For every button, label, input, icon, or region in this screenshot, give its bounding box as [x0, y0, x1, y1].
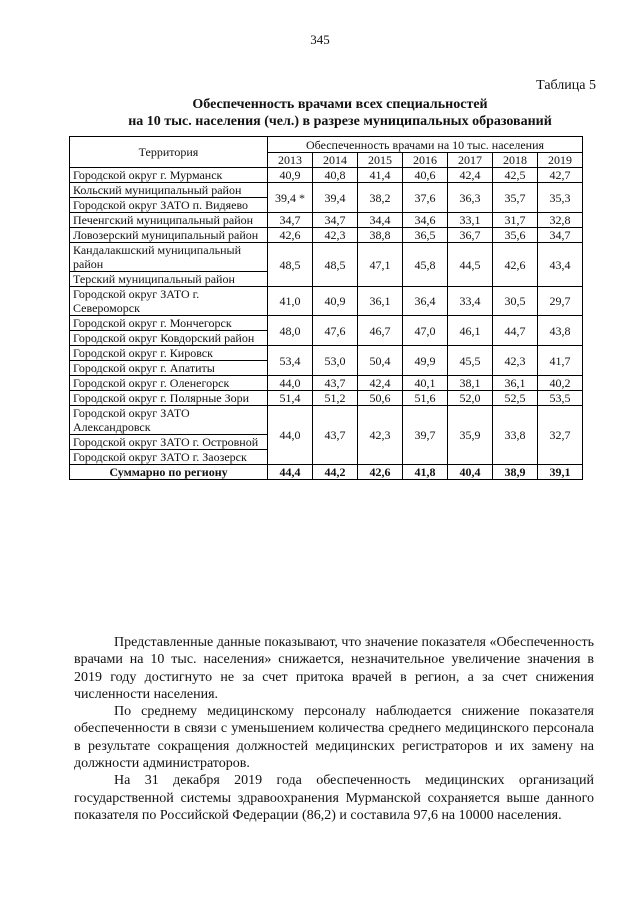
territory-cell: Городской округ ЗАТО г. Заозерск — [70, 450, 268, 465]
value-cell: 42,3 — [313, 228, 358, 243]
table-row — [70, 376, 583, 391]
value-cell: 46,7 — [358, 316, 403, 346]
value-cell: 33,8 — [493, 406, 538, 465]
value-cell: 34,7 — [538, 228, 583, 243]
value-cell: 38,1 — [448, 376, 493, 391]
value-cell: 51,6 — [403, 391, 448, 406]
value-cell: 47,6 — [313, 316, 358, 346]
value-cell: 47,0 — [403, 316, 448, 346]
value-cell: 41,0 — [268, 287, 313, 316]
value-cell: 35,9 — [448, 406, 493, 465]
value-cell: 39,7 — [403, 406, 448, 465]
value-cell: 49,9 — [403, 346, 448, 376]
table-row — [70, 168, 583, 183]
value-cell: 53,0 — [313, 346, 358, 376]
value-cell: 36,3 — [448, 183, 493, 213]
value-cell: 36,1 — [358, 287, 403, 316]
value-cell: 53,4 — [268, 346, 313, 376]
table-row — [70, 346, 583, 361]
year-header: 2018 — [493, 153, 538, 168]
value-cell: 29,7 — [538, 287, 583, 316]
territory-cell: Ловозерский муниципальный район — [70, 228, 268, 243]
value-cell: 44,0 — [268, 406, 313, 465]
value-cell: 44,7 — [493, 316, 538, 346]
territory-cell: Городской округ ЗАТО п. Видяево — [70, 198, 268, 213]
total-value-cell: 40,4 — [448, 465, 493, 480]
table-row — [70, 183, 583, 198]
value-cell: 39,4 — [313, 183, 358, 213]
value-cell: 44,0 — [268, 376, 313, 391]
value-cell: 42,4 — [448, 168, 493, 183]
territory-cell: Кандалакшский муниципальный район — [70, 243, 268, 272]
table-row — [70, 287, 583, 316]
value-cell: 38,2 — [358, 183, 403, 213]
year-header: 2017 — [448, 153, 493, 168]
value-cell: 43,7 — [313, 376, 358, 391]
total-value-cell: 44,4 — [268, 465, 313, 480]
table-title-line-2: на 10 тыс. населения (чел.) в разрезе муниципальных образований — [128, 114, 552, 129]
paragraph: На 31 декабря 2019 года обеспеченность медицинских организаций государственной системы здравоохранения Мурманской сохраняется выше данного показателя по Российской Федерации (86,2) и составила 97,6 на 10000 населения. — [74, 773, 594, 823]
group-header: Обеспеченность врачами на 10 тыс. населения — [268, 137, 583, 153]
territory-cell: Печенгский муниципальный район — [70, 213, 268, 228]
value-cell: 51,2 — [313, 391, 358, 406]
table-title — [60, 96, 620, 130]
table-row — [70, 406, 583, 435]
physician-coverage-table — [69, 136, 583, 480]
paragraph: Представленные данные показывают, что значение показателя «Обеспеченность врачами на 10 тыс. населения» снижается, незначительное увеличение значения в 2019 году достигнуто не за счет притока врачей в регион, а за счет снижения численности населения. — [74, 635, 594, 702]
territory-cell: Городской округ г. Полярные Зори — [70, 391, 268, 406]
value-cell: 37,6 — [403, 183, 448, 213]
value-cell: 36,5 — [403, 228, 448, 243]
total-value-cell: 39,1 — [538, 465, 583, 480]
value-cell: 42,6 — [493, 243, 538, 287]
territory-cell: Терский муниципальный район — [70, 272, 268, 287]
value-cell: 45,5 — [448, 346, 493, 376]
value-cell: 53,5 — [538, 391, 583, 406]
value-cell: 35,7 — [493, 183, 538, 213]
value-cell: 36,1 — [493, 376, 538, 391]
value-cell: 35,3 — [538, 183, 583, 213]
value-cell: 42,3 — [358, 406, 403, 465]
value-cell: 43,4 — [538, 243, 583, 287]
territory-cell: Городской округ г. Оленегорск — [70, 376, 268, 391]
value-cell: 32,7 — [538, 406, 583, 465]
value-cell: 33,1 — [448, 213, 493, 228]
value-cell: 36,4 — [403, 287, 448, 316]
territory-cell: Городской округ ЗАТО г. Североморск — [70, 287, 268, 316]
value-cell: 34,4 — [358, 213, 403, 228]
value-cell: 34,6 — [403, 213, 448, 228]
value-cell: 47,1 — [358, 243, 403, 287]
value-cell: 39,4 * — [268, 183, 313, 213]
paragraph: По среднему медицинскому персоналу наблюдается снижение показателя обеспеченности в связи с уменьшением количества среднего медицинского персонала в результате сокращения должностей медицинских регистраторов и их замену на должности администраторов. — [74, 704, 594, 772]
value-cell: 43,7 — [313, 406, 358, 465]
page-number: 345 — [310, 32, 330, 47]
value-cell: 40,9 — [268, 168, 313, 183]
total-value-cell: 38,9 — [493, 465, 538, 480]
territory-cell: Городской округ г. Кировск — [70, 346, 268, 361]
table-row — [70, 391, 583, 406]
value-cell: 45,8 — [403, 243, 448, 287]
value-cell: 48,5 — [268, 243, 313, 287]
table-header-row — [70, 137, 583, 153]
year-header: 2014 — [313, 153, 358, 168]
value-cell: 42,5 — [493, 168, 538, 183]
value-cell: 40,2 — [538, 376, 583, 391]
territory-cell: Городской округ г. Мурманск — [70, 168, 268, 183]
table-label: Таблица 5 — [536, 78, 596, 93]
value-cell: 38,8 — [358, 228, 403, 243]
value-cell: 50,4 — [358, 346, 403, 376]
territory-cell: Кольский муниципальный район — [70, 183, 268, 198]
year-header: 2015 — [358, 153, 403, 168]
territory-cell: Городской округ ЗАТО г. Островной — [70, 435, 268, 450]
value-cell: 34,7 — [313, 213, 358, 228]
year-header: 2016 — [403, 153, 448, 168]
value-cell: 41,7 — [538, 346, 583, 376]
value-cell: 31,7 — [493, 213, 538, 228]
value-cell: 42,7 — [538, 168, 583, 183]
value-cell: 41,4 — [358, 168, 403, 183]
territory-header: Территория — [70, 137, 268, 168]
total-label: Суммарно по региону — [70, 465, 268, 480]
value-cell: 48,0 — [268, 316, 313, 346]
value-cell: 40,8 — [313, 168, 358, 183]
table-title-line-1: Обеспеченность врачами всех специальностей — [192, 97, 488, 112]
territory-cell: Городской округ Ковдорский район — [70, 331, 268, 346]
territory-cell: Городской округ г. Мончегорск — [70, 316, 268, 331]
year-header: 2013 — [268, 153, 313, 168]
value-cell: 43,8 — [538, 316, 583, 346]
value-cell: 40,6 — [403, 168, 448, 183]
value-cell: 52,0 — [448, 391, 493, 406]
table-row — [70, 243, 583, 272]
table-row — [70, 316, 583, 331]
total-value-cell: 42,6 — [358, 465, 403, 480]
table-total-row — [70, 465, 583, 480]
value-cell: 42,4 — [358, 376, 403, 391]
value-cell: 48,5 — [313, 243, 358, 287]
value-cell: 32,8 — [538, 213, 583, 228]
year-header: 2019 — [538, 153, 583, 168]
value-cell: 50,6 — [358, 391, 403, 406]
value-cell: 33,4 — [448, 287, 493, 316]
table-row — [70, 228, 583, 243]
value-cell: 42,6 — [268, 228, 313, 243]
value-cell: 30,5 — [493, 287, 538, 316]
value-cell: 51,4 — [268, 391, 313, 406]
body-text — [74, 634, 594, 824]
table-row — [70, 213, 583, 228]
value-cell: 40,9 — [313, 287, 358, 316]
value-cell: 36,7 — [448, 228, 493, 243]
value-cell: 34,7 — [268, 213, 313, 228]
value-cell: 46,1 — [448, 316, 493, 346]
value-cell: 35,6 — [493, 228, 538, 243]
total-value-cell: 41,8 — [403, 465, 448, 480]
value-cell: 52,5 — [493, 391, 538, 406]
territory-cell: Городской округ ЗАТО Александровск — [70, 406, 268, 435]
total-value-cell: 44,2 — [313, 465, 358, 480]
territory-cell: Городской округ г. Апатиты — [70, 361, 268, 376]
value-cell: 40,1 — [403, 376, 448, 391]
value-cell: 42,3 — [493, 346, 538, 376]
value-cell: 44,5 — [448, 243, 493, 287]
